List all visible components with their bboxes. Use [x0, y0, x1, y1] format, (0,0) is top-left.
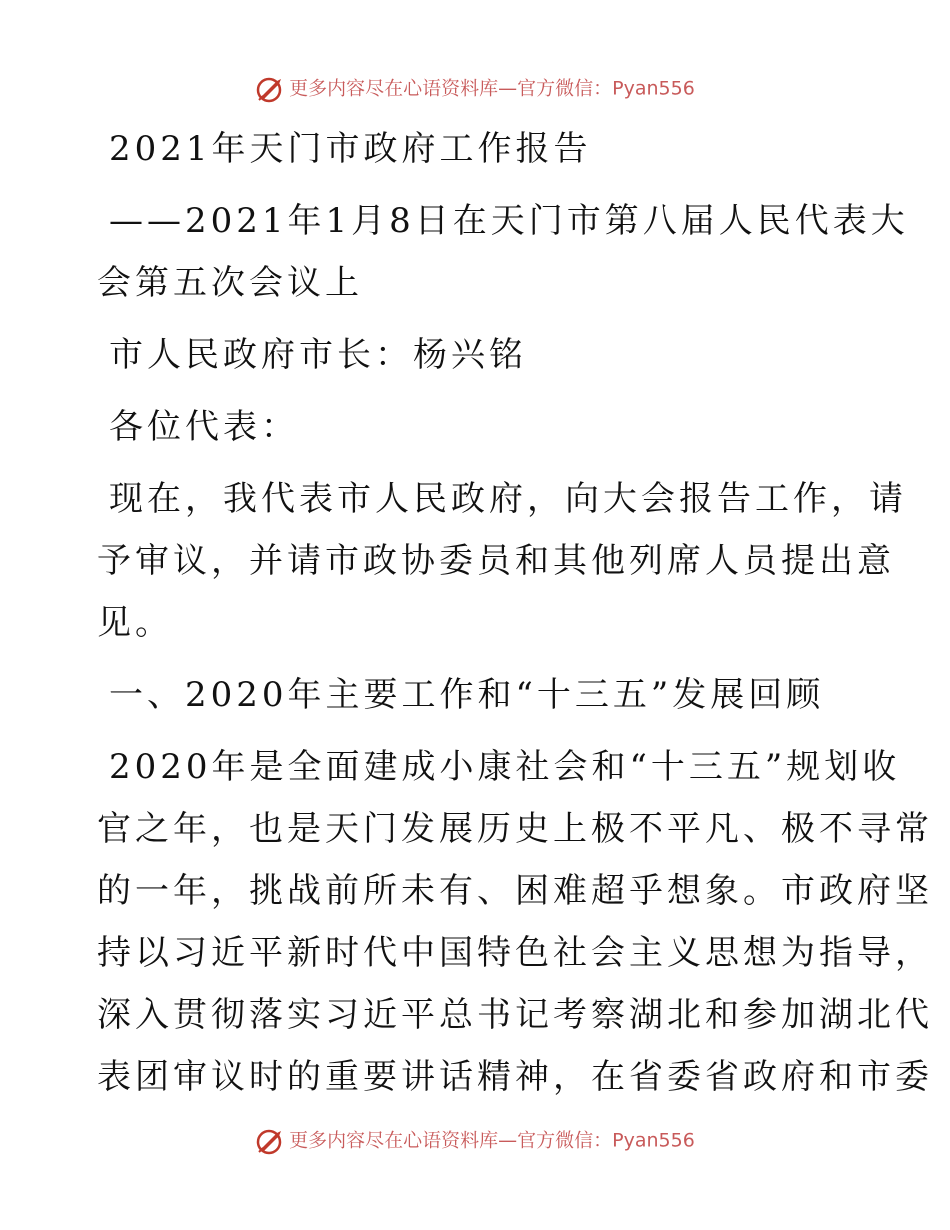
body-line-5: 深入贯彻落实习近平总书记考察湖北和参加湖北代: [97, 995, 933, 1035]
watermark-text: 更多内容尽在心语资料库—官方微信：Pyan556: [289, 77, 695, 100]
subtitle-line-2: 会第五次会议上: [97, 263, 363, 303]
watermark-banner-top: [0, 74, 950, 103]
watermark-text: 更多内容尽在心语资料库—官方微信：Pyan556: [289, 1129, 695, 1152]
section-heading: 一、2020年主要工作和“十三五”发展回顾: [109, 675, 825, 715]
body-line-1: 2020年是全面建成小康社会和“十三五”规划收: [109, 747, 901, 787]
document-title: 2021年天门市政府工作报告: [109, 129, 592, 169]
body-line-2: 官之年，也是天门发展历史上极不平凡、极不寻常: [97, 809, 933, 849]
salutation: 各位代表：: [109, 407, 299, 447]
document-body: [97, 118, 933, 1108]
intro-line-1: 现在，我代表市人民政府，向大会报告工作，请: [109, 479, 907, 519]
body-line-6: 表团审议时的重要讲话精神，在省委省政府和市委: [97, 1057, 933, 1097]
speaker-line: 市人民政府市长：杨兴铭: [109, 335, 527, 375]
subtitle-line-1: ——2021年1月8日在天门市第八届人民代表大: [109, 201, 909, 241]
body-line-4: 持以习近平新时代中国特色社会主义思想为指导，: [97, 933, 933, 973]
red-quill-logo-icon: [255, 75, 285, 103]
red-quill-logo-icon: [255, 1127, 285, 1155]
intro-line-2: 予审议，并请市政协委员和其他列席人员提出意: [97, 541, 895, 581]
watermark-banner-bottom: [0, 1126, 950, 1155]
intro-line-3: 见。: [97, 603, 173, 643]
body-line-3: 的一年，挑战前所未有、困难超乎想象。市政府坚: [97, 871, 933, 911]
